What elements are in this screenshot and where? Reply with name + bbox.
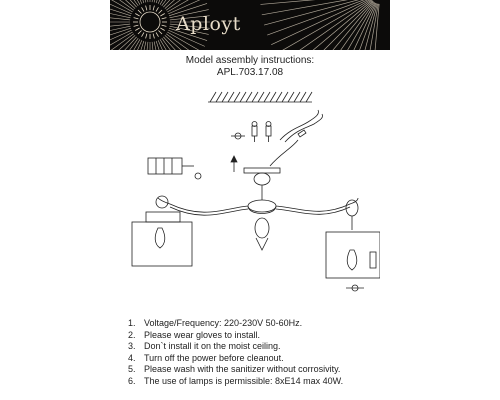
power-wires (270, 110, 323, 166)
right-lamp (326, 200, 380, 278)
model-number: APL.703.17.08 (216, 67, 284, 78)
spec-item (128, 364, 343, 376)
instructions-title: Model assembly instructions: (185, 55, 315, 66)
spec-text: Please wear gloves to install. (144, 329, 261, 340)
spec-number: 5. (128, 364, 136, 374)
terminal-block (148, 158, 201, 179)
chandelier-assembly-diagram (130, 84, 380, 304)
specifications-list (128, 318, 343, 387)
spec-number: 4. (128, 352, 136, 363)
sunburst-logo-icon (133, 5, 167, 39)
spec-text: The use of lamps is permissible: 8xE14 max 40W. (144, 375, 344, 386)
up-arrow-icon (231, 156, 237, 172)
mounting-screws (252, 122, 271, 143)
spec-number: 3. (128, 341, 136, 351)
brand-banner (110, 0, 390, 50)
spec-text: Don`t install it on the moist ceiling. (144, 341, 281, 351)
spec-number: 6. (128, 375, 136, 386)
spec-number: 2. (128, 329, 136, 340)
banner-sunrays (110, 0, 390, 50)
brand-name: Aployt (176, 13, 241, 35)
spec-text: Turn off the power before cleanout. (144, 352, 284, 363)
spec-item (128, 318, 343, 330)
central-body (248, 200, 276, 250)
rotation-arrow-icon (231, 133, 245, 139)
page-heading (0, 55, 500, 79)
spec-number: 1. (128, 318, 136, 328)
spec-item (128, 376, 343, 388)
spec-item (128, 341, 343, 353)
canopy-and-stem (244, 168, 280, 200)
ceiling-hatch (208, 92, 312, 102)
spec-text: Voltage/Frequency: 220-230V 50-60Hz. (144, 318, 303, 328)
spec-item (128, 353, 343, 365)
spec-item (128, 330, 343, 342)
left-lamp (132, 196, 192, 266)
spec-text: Please wash with the sanitizer without corrosivity. (144, 364, 341, 374)
right-rotation-icon (346, 285, 364, 291)
